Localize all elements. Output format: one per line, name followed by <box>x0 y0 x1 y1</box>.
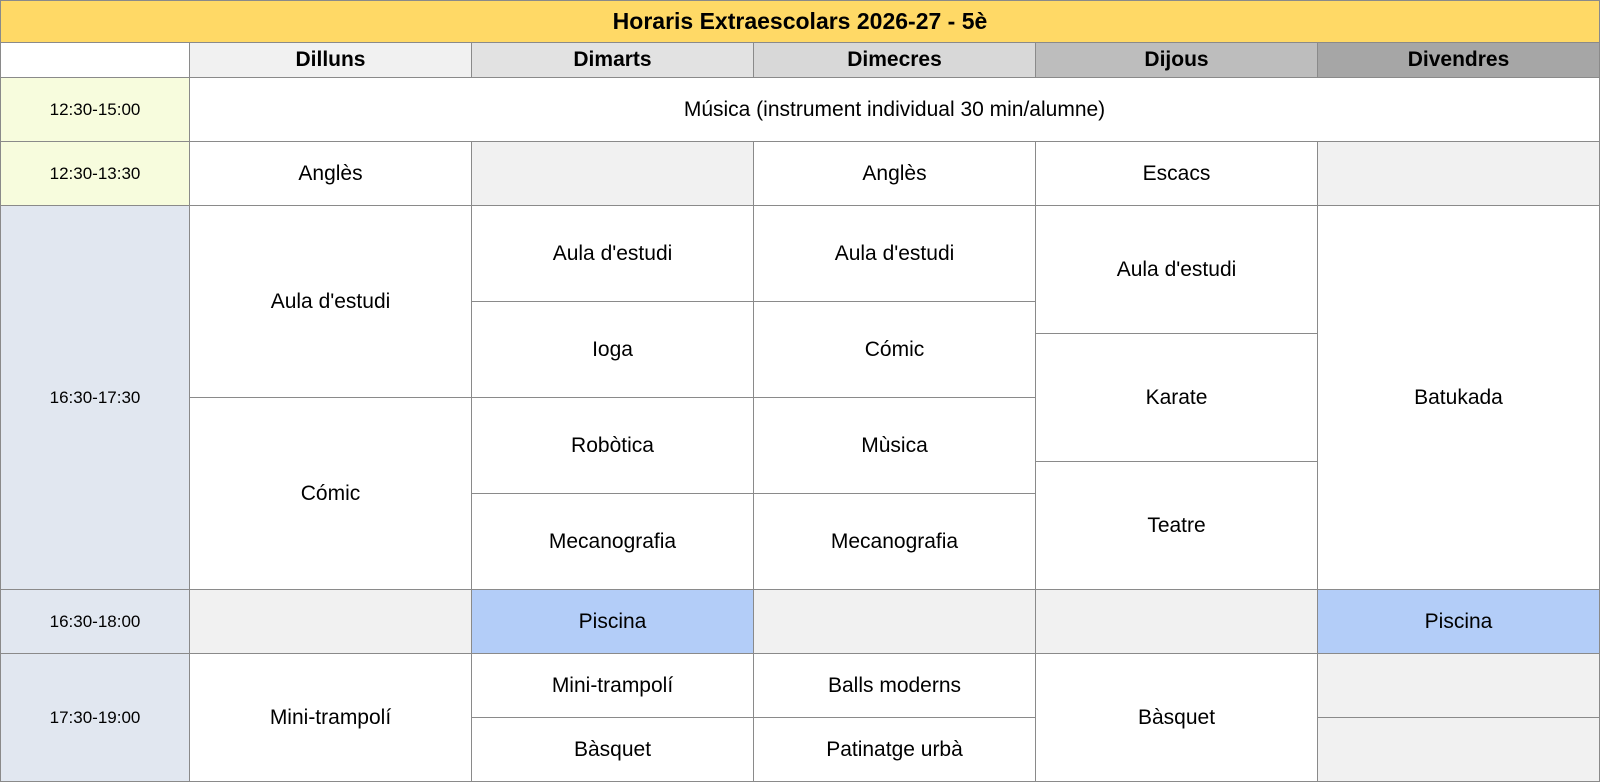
activity-dimarts-basquet: Bàsquet <box>471 717 754 782</box>
activity-dimarts-mini-trampoli: Mini-trampolí <box>471 653 754 718</box>
day-header-dilluns: Dilluns <box>189 42 472 78</box>
day-header-dimecres: Dimecres <box>753 42 1036 78</box>
activity-divendres-piscina: Piscina <box>1317 589 1600 654</box>
time-slot-5: 17:30-19:00 <box>0 653 190 782</box>
day-header-dimarts: Dimarts <box>471 42 754 78</box>
empty-cell <box>1035 589 1318 654</box>
activity-dimecres-balls-moderns: Balls moderns <box>753 653 1036 718</box>
activity-dimarts-piscina: Piscina <box>471 589 754 654</box>
header-corner <box>0 42 190 78</box>
empty-cell <box>1317 141 1600 206</box>
activity-dijous-teatre: Teatre <box>1035 461 1318 590</box>
activity-dimarts-aula-estudi: Aula d'estudi <box>471 205 754 302</box>
activity-dimecres-angles: Anglès <box>753 141 1036 206</box>
time-slot-1: 12:30-15:00 <box>0 77 190 142</box>
day-header-divendres: Divendres <box>1317 42 1600 78</box>
time-slot-4: 16:30-18:00 <box>0 589 190 654</box>
activity-musica-all-week: Música (instrument individual 30 min/alumne) <box>189 77 1600 142</box>
activity-dimarts-robotica: Robòtica <box>471 397 754 494</box>
time-slot-2: 12:30-13:30 <box>0 141 190 206</box>
activity-dimecres-comic: Cómic <box>753 301 1036 398</box>
empty-cell <box>1317 717 1600 782</box>
activity-dijous-escacs: Escacs <box>1035 141 1318 206</box>
activity-dimecres-patinatge-urba: Patinatge urbà <box>753 717 1036 782</box>
activity-dimarts-mecanografia: Mecanografia <box>471 493 754 590</box>
schedule-title: Horaris Extraescolars 2026-27 - 5è <box>0 0 1600 43</box>
empty-cell <box>471 141 754 206</box>
empty-cell <box>189 589 472 654</box>
activity-dimecres-musica: Mùsica <box>753 397 1036 494</box>
activity-dilluns-angles: Anglès <box>189 141 472 206</box>
activity-dijous-aula-estudi: Aula d'estudi <box>1035 205 1318 334</box>
activity-dijous-basquet: Bàsquet <box>1035 653 1318 782</box>
activity-dilluns-mini-trampoli: Mini-trampolí <box>189 653 472 782</box>
activity-dimecres-aula-estudi: Aula d'estudi <box>753 205 1036 302</box>
activity-dimecres-mecanografia: Mecanografia <box>753 493 1036 590</box>
day-header-dijous: Dijous <box>1035 42 1318 78</box>
activity-divendres-batukada: Batukada <box>1317 205 1600 590</box>
empty-cell <box>1317 653 1600 718</box>
activity-dijous-karate: Karate <box>1035 333 1318 462</box>
empty-cell <box>753 589 1036 654</box>
time-slot-3: 16:30-17:30 <box>0 205 190 590</box>
activity-dimarts-ioga: Ioga <box>471 301 754 398</box>
activity-dilluns-comic: Cómic <box>189 397 472 590</box>
activity-dilluns-aula-estudi: Aula d'estudi <box>189 205 472 398</box>
